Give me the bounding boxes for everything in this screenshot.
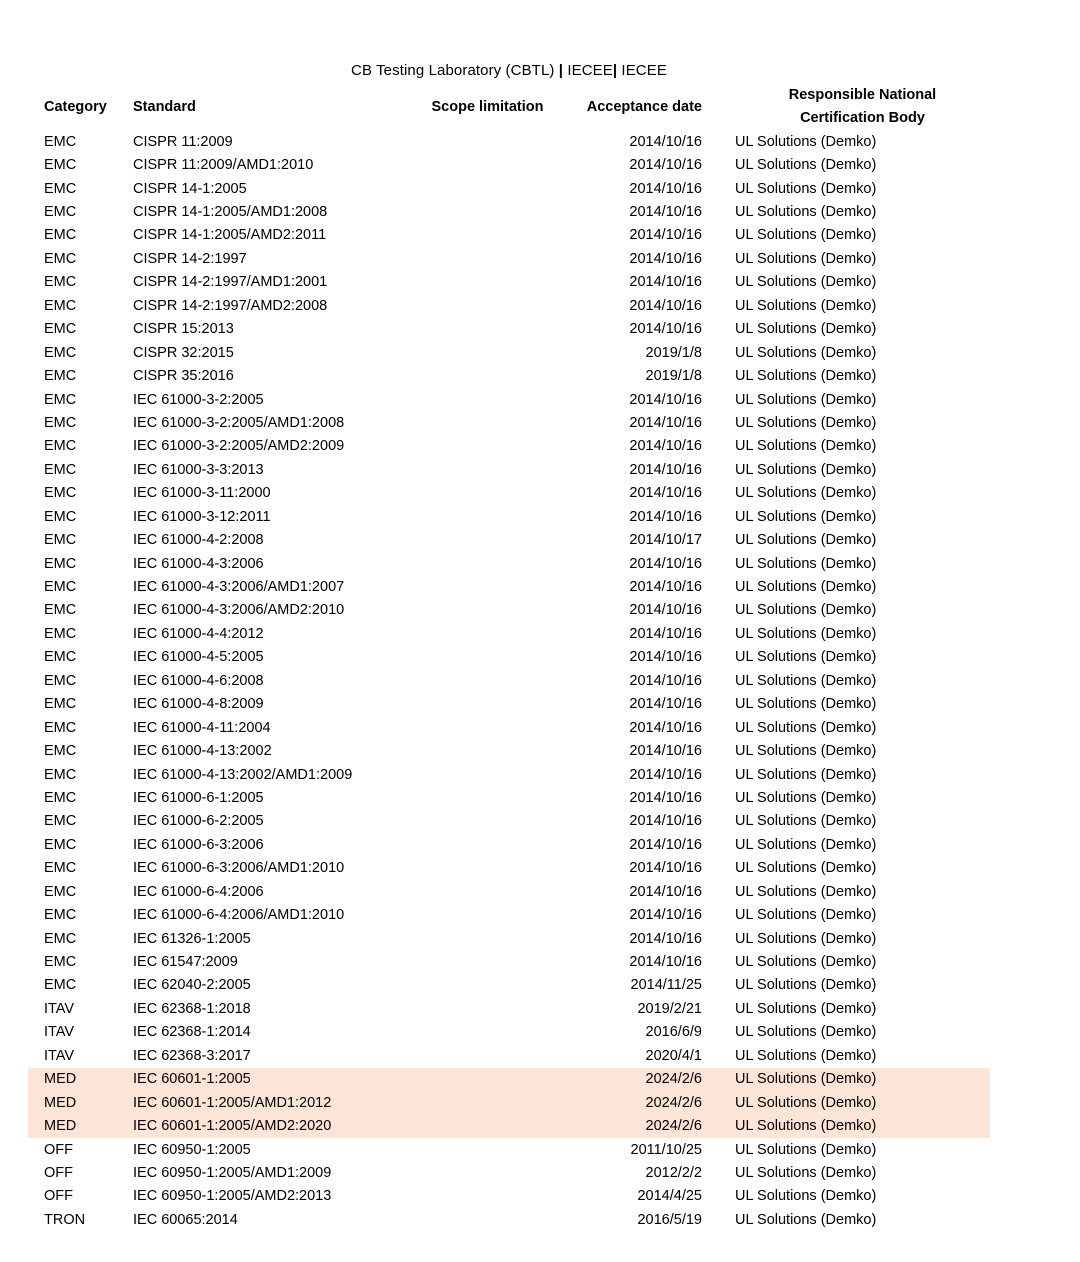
cell-category: EMC — [44, 204, 77, 221]
cell-standard: CISPR 15:2013 — [133, 321, 234, 338]
table-header-row — [28, 84, 990, 130]
cell-category: EMC — [44, 227, 77, 244]
table-row — [28, 411, 990, 434]
cell-responsible-ncb: UL Solutions (Demko) — [735, 602, 877, 619]
table-row — [28, 482, 990, 505]
table-row — [28, 646, 990, 669]
cell-responsible-ncb: UL Solutions (Demko) — [735, 766, 877, 783]
cell-acceptance-date: 2014/10/16 — [629, 860, 702, 877]
column-header-acceptance-date: Acceptance date — [586, 99, 702, 115]
cell-responsible-ncb: UL Solutions (Demko) — [735, 368, 877, 385]
cell-standard: IEC 61000-3-2:2005/AMD2:2009 — [133, 438, 345, 455]
cell-responsible-ncb: UL Solutions (Demko) — [735, 860, 877, 877]
title-member-text: IECEE — [617, 62, 667, 79]
cell-category: TRON — [44, 1211, 86, 1228]
cell-acceptance-date: 2016/5/19 — [637, 1211, 702, 1228]
cell-acceptance-date: 2014/10/16 — [629, 555, 702, 572]
cell-acceptance-date: 2014/10/16 — [629, 321, 702, 338]
cell-acceptance-date: 2014/10/16 — [629, 204, 702, 221]
cell-standard: IEC 61000-6-4:2006 — [133, 883, 264, 900]
table-row — [28, 130, 990, 153]
cell-responsible-ncb: UL Solutions (Demko) — [735, 1071, 877, 1088]
cell-responsible-ncb: UL Solutions (Demko) — [735, 1047, 877, 1064]
cell-acceptance-date: 2024/2/6 — [645, 1094, 702, 1111]
table-row — [28, 318, 990, 341]
cell-acceptance-date: 2014/10/16 — [629, 508, 702, 525]
cell-acceptance-date: 2014/10/16 — [629, 250, 702, 267]
title-separator: | — [558, 62, 564, 79]
cell-category: EMC — [44, 883, 77, 900]
cell-standard: IEC 61000-4-8:2009 — [133, 696, 264, 713]
cell-acceptance-date: 2014/10/16 — [629, 766, 702, 783]
cell-standard: CISPR 14-1:2005/AMD2:2011 — [133, 227, 327, 244]
cell-standard: IEC 61000-3-2:2005/AMD1:2008 — [133, 414, 345, 431]
cell-category: EMC — [44, 860, 77, 877]
table-row — [28, 528, 990, 551]
cell-standard: CISPR 11:2009 — [133, 133, 233, 150]
cell-responsible-ncb: UL Solutions (Demko) — [735, 1211, 877, 1228]
cell-category: EMC — [44, 579, 77, 596]
cell-standard: IEC 61000-4-13:2002 — [133, 743, 272, 760]
cell-standard: IEC 62368-1:2018 — [133, 1000, 251, 1017]
cell-responsible-ncb: UL Solutions (Demko) — [735, 391, 877, 408]
table-row — [28, 224, 990, 247]
table-row — [28, 669, 990, 692]
cell-standard: IEC 61000-4-3:2006/AMD2:2010 — [133, 602, 345, 619]
cell-standard: IEC 62040-2:2005 — [133, 977, 251, 994]
cell-responsible-ncb: UL Solutions (Demko) — [735, 579, 877, 596]
cell-standard: CISPR 14-1:2005 — [133, 180, 247, 197]
cell-category: EMC — [44, 696, 77, 713]
table-row — [28, 505, 990, 528]
cell-standard: IEC 61000-4-4:2012 — [133, 625, 264, 642]
cell-responsible-ncb: UL Solutions (Demko) — [735, 672, 877, 689]
cell-responsible-ncb: UL Solutions (Demko) — [735, 1188, 877, 1205]
cell-category: EMC — [44, 414, 77, 431]
cell-category: EMC — [44, 930, 77, 947]
cell-acceptance-date: 2012/2/2 — [645, 1164, 702, 1181]
title-scheme-text: IECEE — [563, 62, 613, 79]
cell-standard: CISPR 32:2015 — [133, 344, 234, 361]
cell-responsible-ncb: UL Solutions (Demko) — [735, 508, 877, 525]
cell-responsible-ncb: UL Solutions (Demko) — [735, 274, 877, 291]
cell-acceptance-date: 2014/10/16 — [629, 719, 702, 736]
cell-standard: IEC 61000-4-6:2008 — [133, 672, 264, 689]
cell-acceptance-date: 2014/10/16 — [629, 579, 702, 596]
table-row — [28, 739, 990, 762]
table-row — [28, 1114, 990, 1137]
cell-category: EMC — [44, 625, 77, 642]
cell-acceptance-date: 2019/1/8 — [645, 344, 702, 361]
cell-category: ITAV — [44, 1000, 75, 1017]
cell-responsible-ncb: UL Solutions (Demko) — [735, 555, 877, 572]
cell-category: EMC — [44, 368, 77, 385]
table-row — [28, 364, 990, 387]
cell-standard: IEC 61326-1:2005 — [133, 930, 251, 947]
table-row — [28, 950, 990, 973]
table-row — [28, 833, 990, 856]
cell-standard: IEC 61000-6-4:2006/AMD1:2010 — [133, 907, 345, 924]
table-row — [28, 927, 990, 950]
table-row — [28, 599, 990, 622]
cell-category: EMC — [44, 532, 77, 549]
cell-category: EMC — [44, 438, 77, 455]
cell-responsible-ncb: UL Solutions (Demko) — [735, 414, 877, 431]
cell-category: EMC — [44, 344, 77, 361]
cell-category: EMC — [44, 157, 77, 174]
cell-category: EMC — [44, 461, 77, 478]
table-row — [28, 1068, 990, 1091]
cell-acceptance-date: 2014/11/25 — [630, 977, 702, 994]
table-row — [28, 388, 990, 411]
table-row — [28, 294, 990, 317]
cell-acceptance-date: 2014/10/16 — [629, 133, 702, 150]
cell-responsible-ncb: UL Solutions (Demko) — [735, 789, 877, 806]
column-header-category: Category — [44, 99, 107, 115]
cell-standard: IEC 61000-4-3:2006 — [133, 555, 264, 572]
cell-standard: IEC 61000-6-2:2005 — [133, 813, 264, 830]
title-lab-text: CB Testing Laboratory (CBTL) — [351, 62, 559, 79]
column-header-standard: Standard — [133, 99, 196, 115]
cell-standard: CISPR 14-2:1997/AMD2:2008 — [133, 297, 328, 314]
cell-responsible-ncb: UL Solutions (Demko) — [735, 1000, 877, 1017]
cell-standard: IEC 60601-1:2005/AMD2:2020 — [133, 1118, 332, 1135]
cell-category: EMC — [44, 977, 77, 994]
table-row — [28, 1091, 990, 1114]
cell-acceptance-date: 2024/2/6 — [645, 1118, 702, 1135]
cell-category: EMC — [44, 321, 77, 338]
cell-category: MED — [44, 1094, 77, 1111]
cell-acceptance-date: 2014/10/16 — [629, 297, 702, 314]
cell-responsible-ncb: UL Solutions (Demko) — [735, 719, 877, 736]
table-row — [28, 153, 990, 176]
title-separator: | — [612, 62, 618, 79]
cell-responsible-ncb: UL Solutions (Demko) — [735, 180, 877, 197]
cell-category: OFF — [44, 1188, 73, 1205]
cell-standard: IEC 60950-1:2005/AMD1:2009 — [133, 1164, 332, 1181]
cell-acceptance-date: 2014/10/16 — [629, 930, 702, 947]
table-row — [28, 786, 990, 809]
cell-acceptance-date: 2016/6/9 — [645, 1024, 702, 1041]
table-row — [28, 1138, 990, 1161]
table-row — [28, 880, 990, 903]
cell-standard: IEC 61000-4-3:2006/AMD1:2007 — [133, 579, 345, 596]
cell-responsible-ncb: UL Solutions (Demko) — [735, 485, 877, 502]
table-row — [28, 435, 990, 458]
cell-standard: IEC 61547:2009 — [133, 954, 238, 971]
cell-category: MED — [44, 1118, 77, 1135]
cell-responsible-ncb: UL Solutions (Demko) — [735, 743, 877, 760]
cell-responsible-ncb: UL Solutions (Demko) — [735, 438, 877, 455]
cell-responsible-ncb: UL Solutions (Demko) — [735, 907, 877, 924]
cell-acceptance-date: 2019/1/8 — [645, 368, 702, 385]
table-row — [28, 763, 990, 786]
cell-category: OFF — [44, 1164, 73, 1181]
table-row — [28, 552, 990, 575]
cell-standard: CISPR 14-2:1997/AMD1:2001 — [133, 274, 328, 291]
table-row — [28, 997, 990, 1020]
cell-responsible-ncb: UL Solutions (Demko) — [735, 157, 877, 174]
cell-acceptance-date: 2014/10/16 — [629, 954, 702, 971]
cell-responsible-ncb: UL Solutions (Demko) — [735, 344, 877, 361]
table-body — [28, 130, 990, 1232]
table-row — [28, 271, 990, 294]
cell-category: EMC — [44, 391, 77, 408]
cell-standard: CISPR 35:2016 — [133, 368, 234, 385]
table-row — [28, 247, 990, 270]
table-row — [28, 1044, 990, 1067]
table-row — [28, 341, 990, 364]
cell-category: EMC — [44, 743, 77, 760]
cell-category: EMC — [44, 297, 77, 314]
cell-standard: IEC 61000-4-11:2004 — [133, 719, 271, 736]
cell-responsible-ncb: UL Solutions (Demko) — [735, 250, 877, 267]
cell-responsible-ncb: UL Solutions (Demko) — [735, 1024, 877, 1041]
table-row — [28, 177, 990, 200]
cell-responsible-ncb: UL Solutions (Demko) — [735, 883, 877, 900]
cell-acceptance-date: 2024/2/6 — [645, 1071, 702, 1088]
cell-responsible-ncb: UL Solutions (Demko) — [735, 1164, 877, 1181]
cell-standard: IEC 61000-6-3:2006/AMD1:2010 — [133, 860, 345, 877]
table-row — [28, 458, 990, 481]
cell-acceptance-date: 2014/10/16 — [629, 414, 702, 431]
cell-category: EMC — [44, 954, 77, 971]
cell-standard: IEC 60950-1:2005/AMD2:2013 — [133, 1188, 332, 1205]
cell-category: EMC — [44, 836, 77, 853]
cell-category: ITAV — [44, 1047, 75, 1064]
cell-acceptance-date: 2014/10/16 — [629, 391, 702, 408]
cell-standard: IEC 61000-3-2:2005 — [133, 391, 264, 408]
cell-responsible-ncb: UL Solutions (Demko) — [735, 204, 877, 221]
cell-category: EMC — [44, 180, 77, 197]
cell-standard: IEC 61000-6-1:2005 — [133, 789, 264, 806]
cell-acceptance-date: 2014/10/16 — [629, 438, 702, 455]
cell-category: EMC — [44, 719, 77, 736]
cell-standard: IEC 60065:2014 — [133, 1211, 238, 1228]
cell-acceptance-date: 2014/10/16 — [629, 461, 702, 478]
cell-category: EMC — [44, 672, 77, 689]
cell-acceptance-date: 2014/10/16 — [629, 743, 702, 760]
cell-acceptance-date: 2014/10/17 — [629, 532, 702, 549]
cell-acceptance-date: 2020/4/1 — [645, 1047, 702, 1064]
cell-acceptance-date: 2014/4/25 — [637, 1188, 702, 1205]
cell-standard: IEC 61000-6-3:2006 — [133, 836, 264, 853]
table-row — [28, 857, 990, 880]
cell-responsible-ncb: UL Solutions (Demko) — [735, 813, 877, 830]
cell-acceptance-date: 2019/2/21 — [637, 1000, 702, 1017]
cell-category: EMC — [44, 649, 77, 666]
cell-acceptance-date: 2014/10/16 — [629, 157, 702, 174]
cell-acceptance-date: 2011/10/25 — [630, 1141, 702, 1158]
cell-responsible-ncb: UL Solutions (Demko) — [735, 696, 877, 713]
cell-responsible-ncb: UL Solutions (Demko) — [735, 133, 877, 150]
cell-standard: IEC 61000-3-3:2013 — [133, 461, 264, 478]
cell-acceptance-date: 2014/10/16 — [629, 907, 702, 924]
cell-responsible-ncb: UL Solutions (Demko) — [735, 930, 877, 947]
cell-standard: CISPR 14-1:2005/AMD1:2008 — [133, 204, 328, 221]
table-row — [28, 974, 990, 997]
cell-responsible-ncb: UL Solutions (Demko) — [735, 625, 877, 642]
cell-standard: IEC 62368-3:2017 — [133, 1047, 251, 1064]
cell-responsible-ncb: UL Solutions (Demko) — [735, 1118, 877, 1135]
column-header-scope-limitation: Scope limitation — [431, 99, 544, 115]
cell-responsible-ncb: UL Solutions (Demko) — [735, 461, 877, 478]
cell-category: EMC — [44, 813, 77, 830]
table-row — [28, 575, 990, 598]
cell-acceptance-date: 2014/10/16 — [629, 672, 702, 689]
table-row — [28, 810, 990, 833]
cell-category: EMC — [44, 907, 77, 924]
cell-standard: IEC 60601-1:2005/AMD1:2012 — [133, 1094, 332, 1111]
cell-responsible-ncb: UL Solutions (Demko) — [735, 954, 877, 971]
cell-standard: CISPR 14-2:1997 — [133, 250, 247, 267]
cell-category: ITAV — [44, 1024, 75, 1041]
cell-category: EMC — [44, 485, 77, 502]
cell-acceptance-date: 2014/10/16 — [629, 789, 702, 806]
column-header-ncb-line1: Responsible National — [788, 87, 937, 103]
cell-standard: IEC 60601-1:2005 — [133, 1071, 251, 1088]
cell-responsible-ncb: UL Solutions (Demko) — [735, 297, 877, 314]
cell-standard: IEC 60950-1:2005 — [133, 1141, 251, 1158]
cell-acceptance-date: 2014/10/16 — [629, 625, 702, 642]
cell-responsible-ncb: UL Solutions (Demko) — [735, 1094, 877, 1111]
column-header-ncb-line2: Certification Body — [800, 110, 925, 126]
cell-acceptance-date: 2014/10/16 — [629, 180, 702, 197]
cell-standard: IEC 61000-3-11:2000 — [133, 485, 271, 502]
cell-standard: CISPR 11:2009/AMD1:2010 — [133, 157, 314, 174]
cell-acceptance-date: 2014/10/16 — [629, 274, 702, 291]
cell-standard: IEC 61000-4-13:2002/AMD1:2009 — [133, 766, 353, 783]
cell-standard: IEC 61000-3-12:2011 — [133, 508, 271, 525]
cell-responsible-ncb: UL Solutions (Demko) — [735, 1141, 877, 1158]
table-row — [28, 200, 990, 223]
table-row — [28, 1208, 990, 1231]
cell-category: EMC — [44, 555, 77, 572]
table-row — [28, 716, 990, 739]
cell-category: EMC — [44, 133, 77, 150]
cell-category: EMC — [44, 274, 77, 291]
cell-responsible-ncb: UL Solutions (Demko) — [735, 977, 877, 994]
cell-responsible-ncb: UL Solutions (Demko) — [735, 649, 877, 666]
cell-category: EMC — [44, 789, 77, 806]
cell-responsible-ncb: UL Solutions (Demko) — [735, 532, 877, 549]
cell-category: EMC — [44, 602, 77, 619]
cell-category: EMC — [44, 250, 77, 267]
cell-acceptance-date: 2014/10/16 — [629, 649, 702, 666]
cell-acceptance-date: 2014/10/16 — [629, 602, 702, 619]
table-row — [28, 1161, 990, 1184]
cell-standard: IEC 61000-4-5:2005 — [133, 649, 264, 666]
cell-category: EMC — [44, 508, 77, 525]
table-row — [28, 1021, 990, 1044]
table-row — [28, 622, 990, 645]
cell-category: OFF — [44, 1141, 73, 1158]
table-row — [28, 693, 990, 716]
page-title — [28, 62, 990, 79]
cell-acceptance-date: 2014/10/16 — [629, 836, 702, 853]
cell-responsible-ncb: UL Solutions (Demko) — [735, 836, 877, 853]
cell-responsible-ncb: UL Solutions (Demko) — [735, 321, 877, 338]
table-row — [28, 903, 990, 926]
cell-responsible-ncb: UL Solutions (Demko) — [735, 227, 877, 244]
cell-acceptance-date: 2014/10/16 — [629, 227, 702, 244]
table-row — [28, 1185, 990, 1208]
cell-acceptance-date: 2014/10/16 — [629, 696, 702, 713]
column-header-responsible-ncb — [702, 84, 990, 130]
cell-acceptance-date: 2014/10/16 — [629, 883, 702, 900]
cell-standard: IEC 62368-1:2014 — [133, 1024, 251, 1041]
cell-standard: IEC 61000-4-2:2008 — [133, 532, 264, 549]
cell-category: EMC — [44, 766, 77, 783]
cell-acceptance-date: 2014/10/16 — [629, 485, 702, 502]
cell-acceptance-date: 2014/10/16 — [629, 813, 702, 830]
cell-category: MED — [44, 1071, 77, 1088]
